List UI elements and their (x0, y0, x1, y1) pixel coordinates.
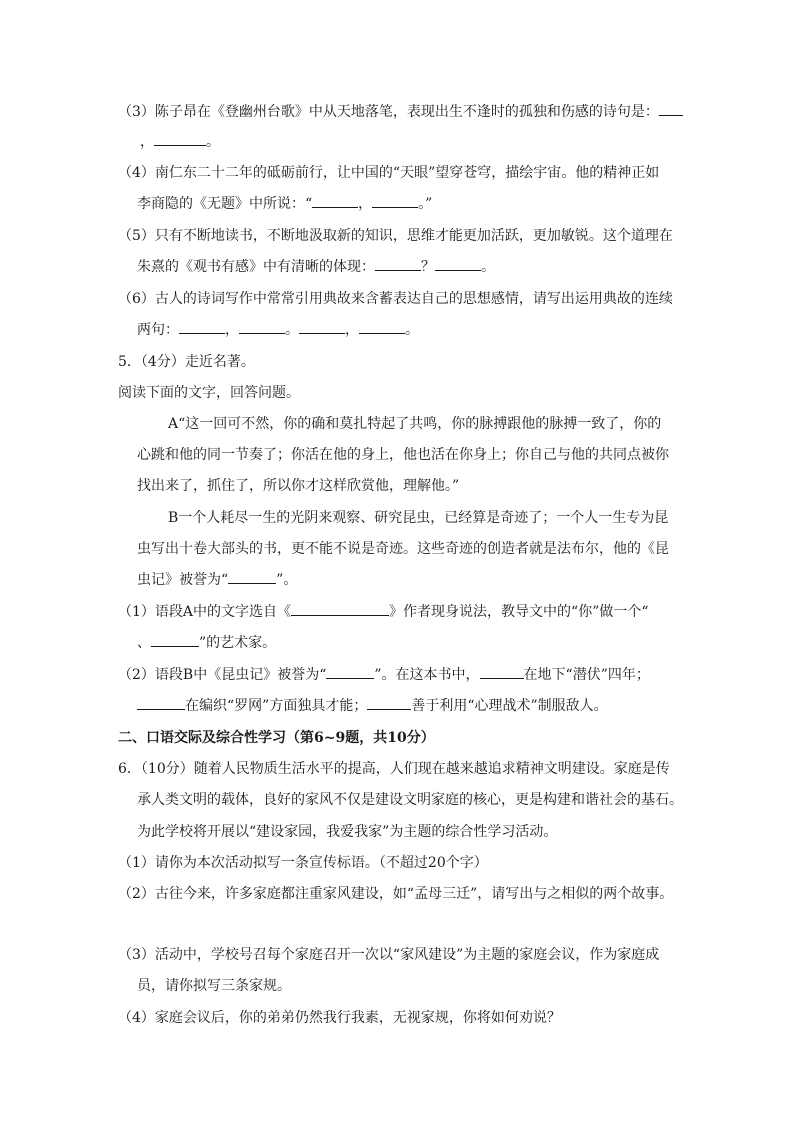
q6-line1: 6．（10分）随着人民物质生活水平的提高，人们现在越来越追求精神文明建设。家庭是传 (118, 761, 670, 777)
passage-a-line3: 找出来了，抓住了，所以你才这样欣赏他，理解他。” (137, 478, 460, 494)
q4-5-line2: 朱熹的《观书有感》中有清晰的体现： ？ 。 (137, 256, 495, 278)
q5-sub1-line2: 、 ”的艺术家。 (137, 632, 276, 654)
q4-3-line1: （3）陈子昂在《登幽州台歌》中从天地落笔，表现出生不逢时的孤独和伤感的诗句是： (118, 101, 683, 123)
q5-intro: 阅读下面的文字，回答问题。 (118, 385, 300, 401)
q5-sub2-line2: 在编织“罗网”方面独具才能； 善于利用“心理战术”制服敌人。 (137, 695, 608, 717)
q5-heading: 5．（4分）走近名著。 (118, 354, 255, 370)
answer-blank[interactable] (299, 319, 345, 334)
answer-blank[interactable] (179, 319, 225, 334)
q4-3-line2: ， 。 (140, 131, 220, 153)
q4-5-line1: （5）只有不断地读书，不断地汲取新的知识，思维才能更加活跃，更加敏锐。这个道理在 (118, 228, 673, 244)
q6-line2: 承人类文明的载体，良好的家风不仅是建设文明家庭的核心，更是构建和谐社会的基石。 (137, 792, 683, 808)
passage-b-line3: 虫记》被誉为“ ”。 (137, 569, 297, 591)
answer-blank[interactable] (367, 695, 411, 710)
passage-a-line2: 心跳和他的同一节奏了；你活在他的身上，他也活在你身上；你自己与他的共同点被你 (137, 447, 669, 463)
answer-blank[interactable] (312, 193, 358, 208)
q5-sub2-line1: （2）语段B中《昆虫记》被誉为“ ”。在这本书中， 在地下“潜伏”四年； (118, 664, 650, 686)
answer-blank[interactable] (291, 601, 389, 616)
q6-sub3-line1: （3）活动中，学校号召每个家庭召开一次以“家风建设”为主题的家庭会议，作为家庭成 (118, 947, 660, 963)
passage-a-line1: A“这一回可不然，你的确和莫扎特起了共鸣，你的脉搏跟他的脉搏一致了，你的 (168, 416, 662, 432)
answer-blank[interactable] (228, 569, 276, 584)
q4-6-line2: 两句： ， 。 ， 。 (137, 319, 419, 341)
passage-b-line1: B一个人耗尽一生的光阴来观察、研究昆虫，已经算是奇迹了；一个人一生专为昆 (168, 510, 669, 526)
q6-line3: 为此学校将开展以“建设家园，我爱我家”为主题的综合性学习活动。 (137, 824, 558, 840)
q4-4-line1: （4）南仁东二十二年的砥砺前行，让中国的“天眼”望穿苍穹，描绘宇宙。他的精神正如 (118, 165, 660, 181)
q4-4-line2: 李商隐的《无题》中所说：“ ， 。” (137, 193, 432, 215)
answer-blank[interactable] (372, 193, 418, 208)
q6-sub3-line2: 员，请你拟写三条家规。 (137, 978, 291, 994)
q4-6-line1: （6）古人的诗词写作中常常引用典故来含蓄表达自己的思想感情，请写出运用典故的连续 (118, 291, 673, 307)
q6-sub2: （2）古往今来，许多家庭都注重家风建设，如“孟母三迁”，请写出与之相似的两个故事。 (118, 886, 674, 902)
section-title: 二、口语交际及综合性学习（第6~9题，共10分） (118, 730, 435, 746)
answer-blank[interactable] (137, 695, 185, 710)
answer-blank[interactable] (326, 664, 374, 679)
q6-sub1: （1）请你为本次活动拟写一条宣传标语。（不超过20个字） (118, 855, 488, 871)
answer-blank[interactable] (480, 664, 524, 679)
answer-blank[interactable] (239, 319, 285, 334)
answer-blank[interactable] (359, 319, 405, 334)
q5-sub1-line1: （1）语段A中的文字选自《 》作者现身说法，教导文中的“你”做一个“ (118, 601, 649, 623)
q6-sub4: （4）家庭会议后，你的弟弟仍然我行我素，无视家规，你将如何劝说？ (118, 1010, 561, 1026)
answer-blank[interactable] (375, 256, 421, 271)
answer-blank[interactable] (435, 256, 481, 271)
answer-blank[interactable] (154, 131, 206, 146)
passage-b-line2: 虫写出十卷大部头的书，更不能不说是奇迹。这些奇迹的创造者就是法布尔，他的《昆 (137, 541, 669, 557)
answer-blank[interactable] (659, 101, 683, 116)
answer-blank[interactable] (151, 632, 199, 647)
